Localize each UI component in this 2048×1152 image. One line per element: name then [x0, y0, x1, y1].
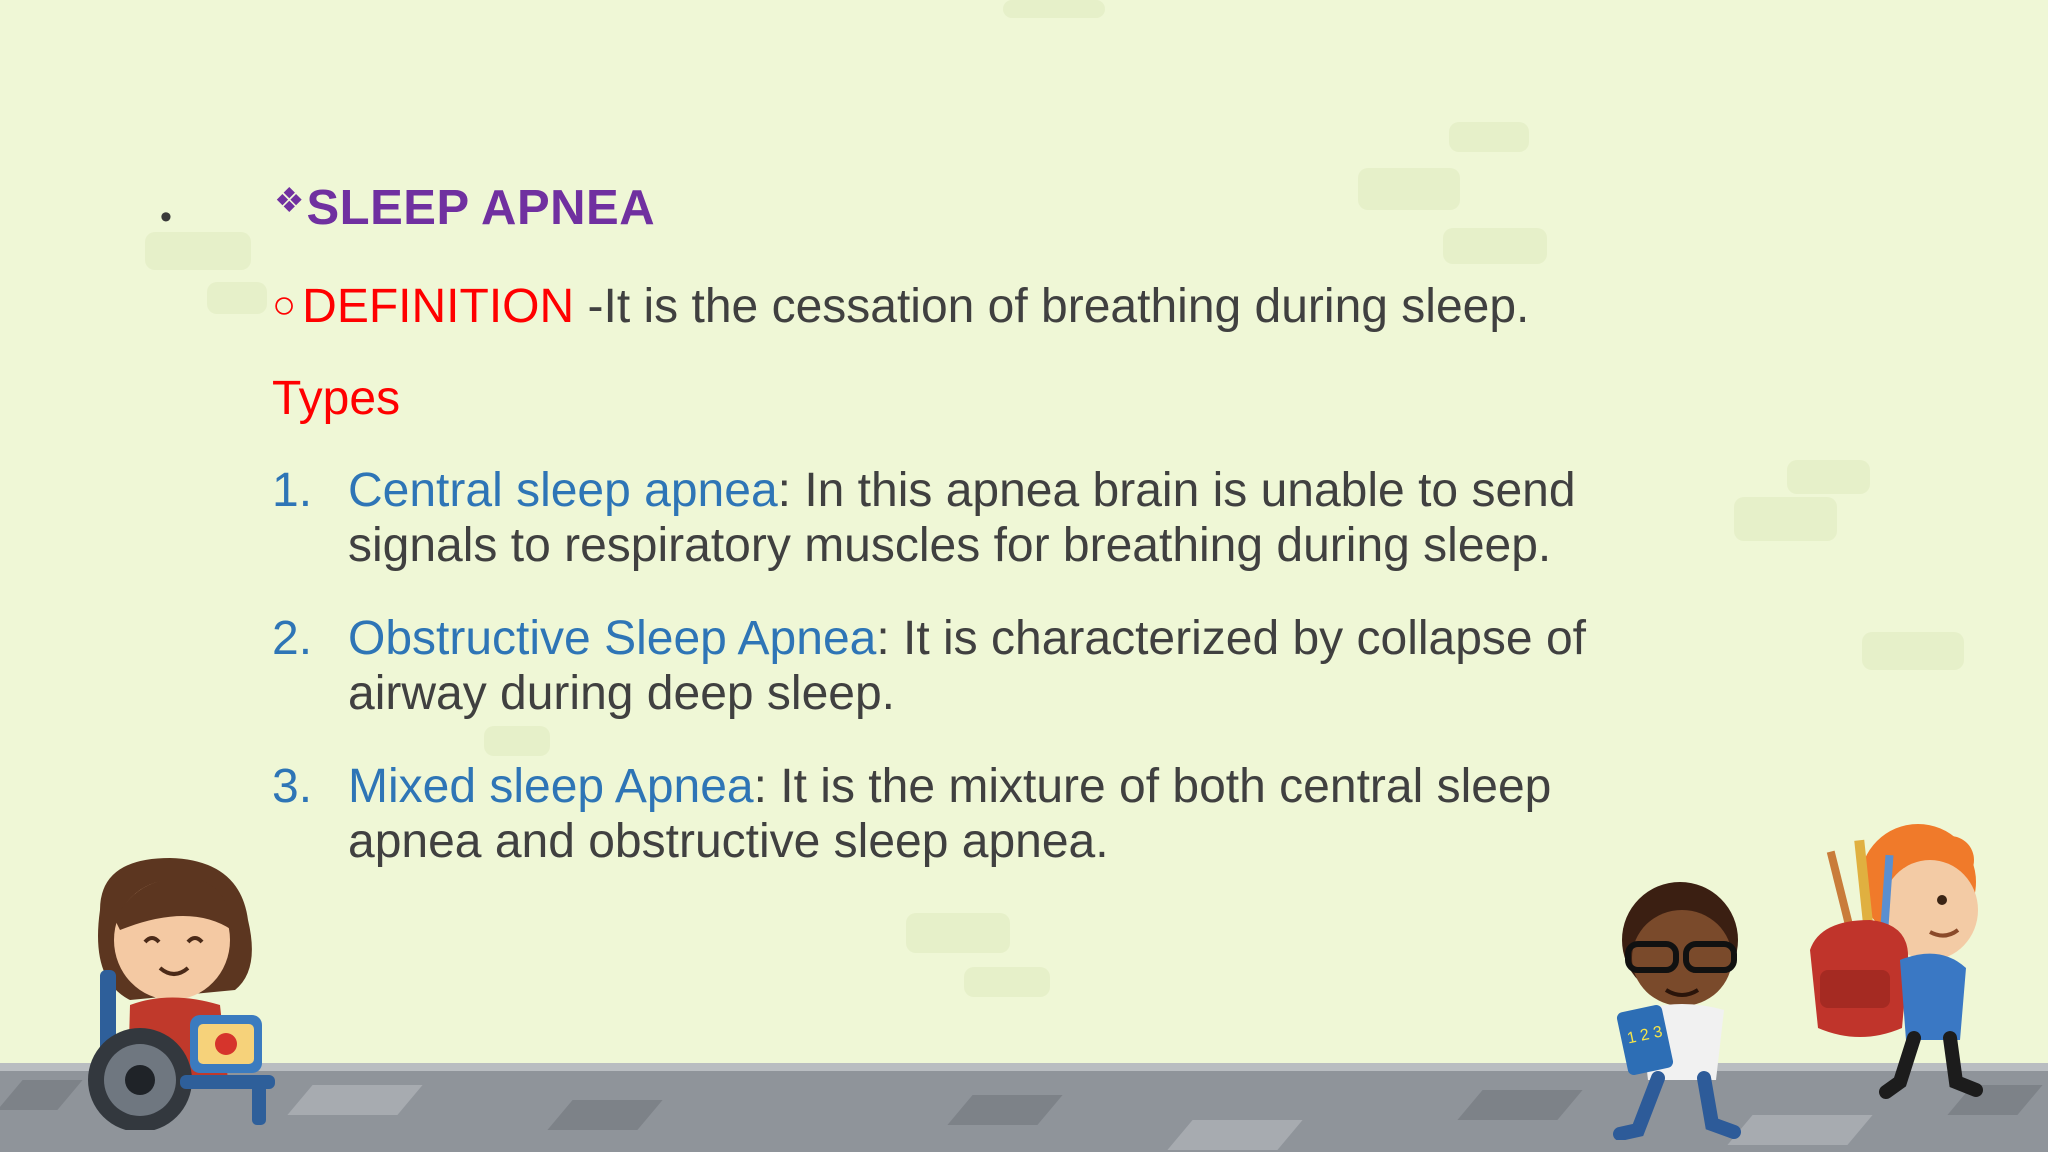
background-brick — [906, 913, 1010, 953]
slide-title: SLEEP APNEA — [306, 181, 656, 235]
list-item — [272, 611, 1692, 721]
girl-in-wheelchair-illustration — [60, 850, 320, 1130]
background-brick — [1358, 168, 1460, 210]
background-brick — [1003, 0, 1105, 18]
background-brick — [1862, 632, 1964, 670]
list-item-term: Central sleep apnea — [348, 464, 778, 517]
types-heading: Types — [272, 372, 401, 425]
list-item-text: : It is characterized by collapse of airway during deep sleep. — [348, 612, 1586, 720]
list-item-text: : It is the mixture of both central sleep apnea and obstructive sleep apnea. — [348, 760, 1552, 868]
circle-bullet-icon: ○ — [272, 283, 297, 327]
list-item — [272, 759, 1692, 869]
list-item-number: 2. — [272, 612, 313, 665]
list-item-number: 1. — [272, 464, 313, 517]
background-brick — [145, 232, 251, 270]
book-label: 1 2 3 — [1625, 1023, 1665, 1048]
background-brick — [207, 282, 267, 314]
list-item-term: Mixed sleep Apnea — [348, 760, 754, 813]
bullet-dot: • — [160, 198, 172, 236]
diamond-bullet-icon: ❖ — [274, 182, 305, 220]
list-item-term: Obstructive Sleep Apnea — [348, 612, 877, 665]
background-brick — [964, 967, 1050, 997]
definition-label: DEFINITION — [302, 280, 575, 333]
background-brick — [1734, 497, 1837, 541]
boy-with-book-illustration — [1600, 880, 1770, 1140]
background-brick — [1787, 460, 1870, 494]
background-brick — [1449, 122, 1529, 152]
list-item — [272, 463, 1692, 573]
definition-text: -It is the cessation of breathing during sleep. — [574, 280, 1530, 333]
title-row — [274, 180, 655, 236]
background-brick — [484, 726, 550, 756]
definition-line — [272, 276, 1529, 336]
background-brick — [1443, 228, 1547, 264]
list-item-text: : In this apnea brain is unable to send signals to respiratory muscles for breathing during sleep. — [348, 464, 1576, 572]
boy-with-backpack-illustration — [1790, 820, 2000, 1120]
list-item-number: 3. — [272, 760, 313, 813]
